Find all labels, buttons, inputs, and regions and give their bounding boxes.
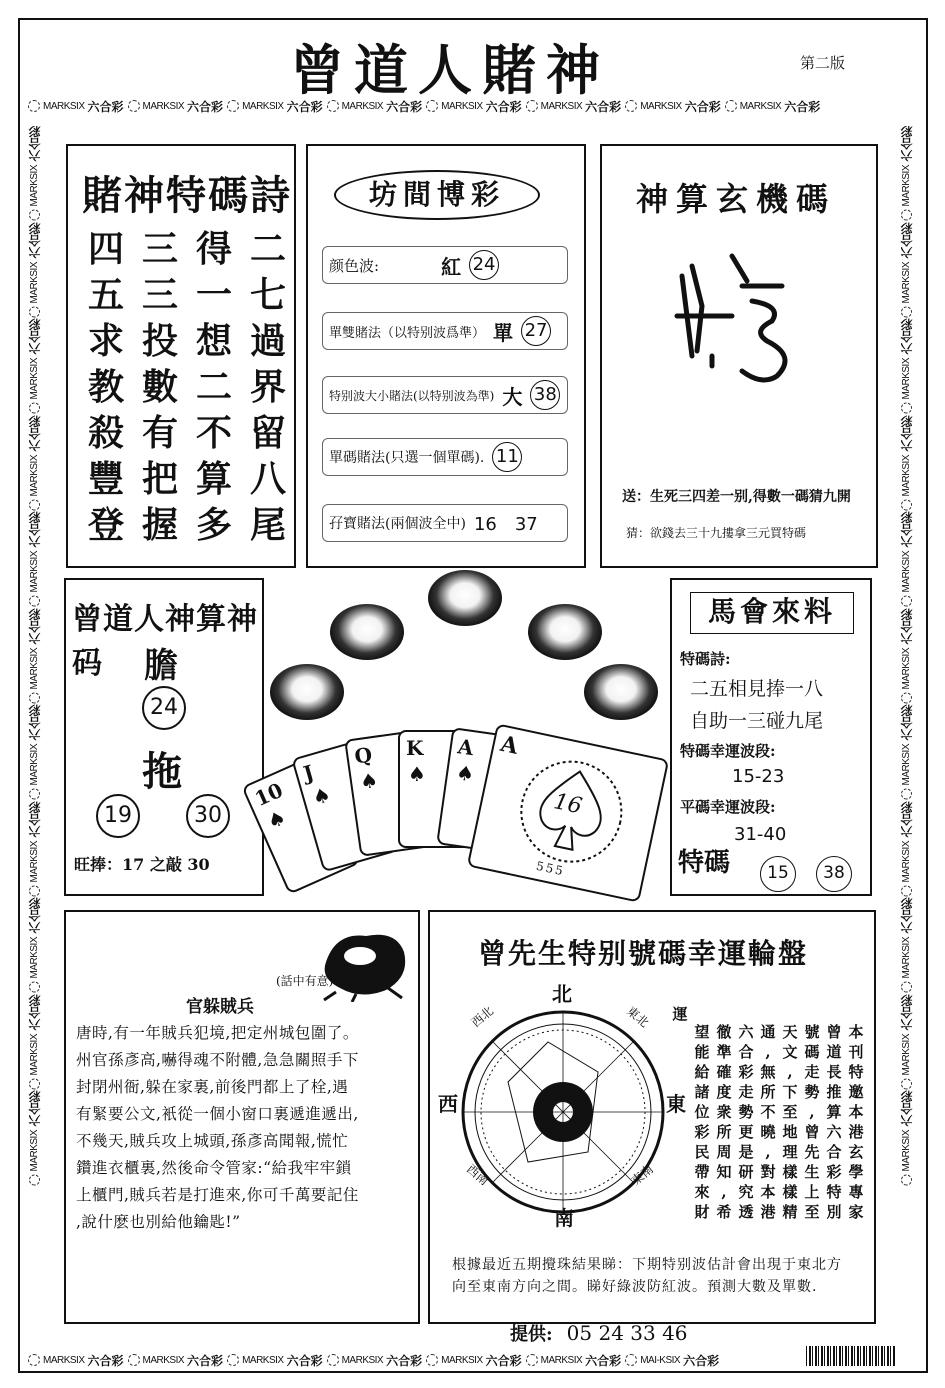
marksix-text: MARKSIX — [900, 937, 912, 979]
marksix-tile — [898, 319, 915, 414]
poem-char: 七 — [249, 274, 286, 316]
spade-icon: ♠ — [358, 767, 380, 795]
intro-column: 運 — [672, 1005, 688, 1023]
poem-char: 八 — [249, 458, 286, 500]
poem-char: 有 — [141, 412, 178, 454]
flower-icon — [327, 1354, 339, 1366]
marksix-text: MARKSIX — [28, 937, 40, 979]
bet-label: 特别波大小賭法(以特别波為準) — [329, 388, 495, 403]
drag-number: 19 — [96, 794, 140, 838]
intro-column: 曾 道 長 推 算 六 合 彩 特 別 — [826, 1023, 842, 1221]
card-rank: Q — [352, 742, 374, 769]
liuhecai-text: 六合彩 — [27, 512, 42, 549]
marksix-text: MARKSIX — [900, 840, 912, 883]
poem-char: 求 — [87, 320, 124, 362]
poem-char: 一 — [195, 274, 232, 316]
marksix-tile — [898, 705, 915, 800]
marksix-tile — [26, 705, 43, 800]
lottery-ball — [270, 664, 344, 720]
flower-icon — [29, 789, 40, 800]
flower-icon — [128, 100, 140, 112]
provided-numbers — [510, 1320, 688, 1346]
drag-number: 30 — [186, 794, 230, 838]
liuhecai-text: 六合彩 — [87, 99, 124, 114]
marksix-tile — [898, 802, 915, 897]
barcode-graphic — [806, 1346, 896, 1366]
liuhecai-text: 六合彩 — [899, 415, 914, 452]
liuhecai-text: 六合彩 — [899, 319, 914, 356]
bet-value: 紅 — [441, 254, 462, 279]
marksix-strip-right — [896, 126, 916, 1306]
poem-char: 投 — [141, 320, 178, 362]
story-line: 州官孫彥高,嚇得魂不附體,急急關照手下 — [76, 1051, 359, 1069]
marksix-text: MARKSIX — [341, 1354, 384, 1366]
card-rank: J — [300, 759, 317, 786]
poem-char: 多 — [195, 504, 232, 546]
marksix-text: MARKSIX — [441, 100, 483, 112]
marksix-text: MARKSIX — [900, 165, 912, 207]
bet-number: 27 — [521, 316, 551, 346]
horse-title: 馬會來料 — [690, 592, 854, 634]
liuhecai-text: 六合彩 — [386, 99, 423, 114]
liuhecai-text: 六合彩 — [899, 705, 914, 742]
card-rank: 10 — [251, 777, 287, 812]
liuhecai-text: 六合彩 — [27, 319, 42, 356]
story-box — [64, 910, 420, 1324]
flower-icon — [327, 100, 339, 112]
story-line: 唐時,有一年賊兵犯境,把定州城包圍了。 — [76, 1024, 359, 1042]
marksix-text: MARKSIX — [28, 647, 40, 690]
marksix-text: MARKSIX — [28, 165, 40, 207]
marksix-tile — [26, 1091, 43, 1186]
poem-char: 四 — [87, 228, 124, 270]
flower-icon — [426, 100, 438, 112]
poem-char: 二 — [195, 366, 232, 408]
flower-icon — [901, 692, 912, 703]
flower-icon — [29, 982, 40, 993]
liuhecai-text: 六合彩 — [784, 99, 821, 114]
lucky-range-value: 15-23 — [732, 766, 785, 787]
poem-char: 界 — [249, 366, 286, 408]
marksix-tile — [625, 98, 721, 115]
liuhecai-text: 六合彩 — [585, 1353, 622, 1368]
marksix-tile — [898, 512, 915, 607]
poem-char: 數 — [141, 366, 178, 408]
marksix-text: MARKSIX — [341, 100, 384, 112]
marksix-tile — [327, 1352, 423, 1369]
flower-icon — [29, 306, 40, 317]
flower-icon — [901, 403, 912, 414]
story-line: 鑽進衣櫃裏,然後命令管家:“給我牢牢鎖 — [76, 1159, 352, 1177]
marksix-tile — [898, 223, 915, 318]
flower-icon — [901, 789, 912, 800]
spade-icon: ♠ — [309, 782, 334, 811]
spade-icon: ♠ — [454, 760, 476, 787]
marksix-text: MARKSIX — [28, 1130, 40, 1172]
liuhecai-text: 六合彩 — [286, 99, 323, 114]
bet-row-big-small — [322, 376, 568, 414]
flower-icon — [901, 306, 912, 317]
liuhecai-text: 六合彩 — [386, 1353, 423, 1368]
zeng-bottom-note: 旺捧：17 之敲 30 — [74, 855, 210, 874]
liuhecai-text: 六合彩 — [27, 126, 42, 162]
horse-box — [670, 578, 872, 896]
bet-value: 大 — [502, 384, 523, 409]
mystic-hint-2: 猜：欲錢去三十九摟拿三元買特碼 — [626, 526, 807, 540]
marksix-tile — [898, 1091, 915, 1186]
bet-label: 孖寶賭法(兩個波全中) — [329, 516, 466, 532]
flat-range-label: 平碼幸運波段: — [680, 798, 776, 816]
poem-char: 把 — [141, 458, 178, 500]
card-rank: A — [456, 734, 476, 761]
poem-char: 不 — [195, 412, 232, 454]
liuhecai-text: 六合彩 — [187, 1353, 224, 1368]
drag-char: 拖 — [142, 748, 182, 795]
liuhecai-text: 六合彩 — [683, 1353, 720, 1368]
bet-label: 單雙賭法（以特别波爲準） — [329, 325, 486, 341]
flower-icon — [725, 100, 737, 112]
flower-icon — [526, 1354, 538, 1366]
bet-value: 單 — [493, 320, 514, 345]
special-number: 38 — [816, 856, 852, 892]
poem-char: 三 — [141, 274, 178, 316]
edition-label: 第二版 — [800, 54, 846, 72]
flower-icon — [901, 596, 912, 607]
marksix-tile — [26, 802, 43, 897]
marksix-text: MARKSIX — [640, 100, 682, 112]
mystic-title: 神算玄機碼 — [636, 180, 837, 218]
flower-icon — [426, 1354, 438, 1366]
direction-northeast: 東北 — [623, 1003, 652, 1030]
marksix-text: MARKSIX — [540, 1354, 583, 1366]
bet-label: 颜色波: — [329, 256, 380, 275]
flower-icon — [29, 692, 40, 703]
marksix-text: MARKSIX — [43, 100, 85, 112]
card-rank: K — [406, 736, 424, 760]
flower-icon — [901, 982, 912, 993]
flower-icon — [625, 100, 637, 112]
direction-northwest: 西北 — [468, 1003, 497, 1030]
bet-row-single — [322, 438, 568, 476]
direction-north: 北 — [552, 982, 572, 1006]
marksix-text: MARKSIX — [28, 744, 40, 786]
poem-grid — [82, 226, 292, 548]
liuhecai-text: 六合彩 — [899, 1091, 914, 1128]
wheel-prediction-note: 根據最近五期攪珠結果睇：下期特别波估計會出現于東北方向至東南方向之間。睇好綠波防紅波。預測大數及單數. — [452, 1257, 842, 1295]
flower-icon — [901, 1078, 912, 1089]
betting-title: 坊間博彩 — [334, 170, 540, 220]
lottery-ball — [584, 664, 658, 720]
poem-title: 賭神特碼詩 — [82, 172, 292, 219]
liuhecai-text: 六合彩 — [585, 99, 622, 114]
poem-char: 殺 — [87, 412, 124, 454]
marksix-text: MARKSIX — [900, 647, 912, 690]
marksix-text: MARKSIX — [28, 1033, 40, 1076]
marksix-text: MARKSIX — [142, 1354, 185, 1366]
poem-char: 登 — [87, 504, 124, 546]
mystic-hint-1: 送：生死三四差一别,得數一碼猜九開 — [622, 489, 851, 505]
marksix-tile — [725, 98, 821, 115]
direction-southwest: 西南 — [463, 1161, 492, 1188]
marksix-tile — [26, 512, 43, 607]
flower-icon — [901, 885, 912, 896]
masthead-title: 曾道人賭神 — [290, 38, 610, 102]
lucky-range-label: 特碼幸運波段: — [680, 742, 776, 760]
direction-south: 南 — [554, 1206, 574, 1230]
liuhecai-text: 六合彩 — [27, 1091, 42, 1128]
poem-char: 三 — [141, 228, 178, 270]
poem-char: 二 — [249, 228, 286, 270]
marksix-strip-bottom — [28, 1350, 798, 1370]
liuhecai-text: 六合彩 — [187, 99, 224, 114]
marksix-tile — [26, 609, 43, 704]
lottery-ball — [528, 604, 602, 660]
bet-number: 11 — [492, 442, 522, 472]
story-body — [76, 1020, 421, 1236]
flower-icon — [29, 403, 40, 414]
marksix-text: MARKSIX — [739, 100, 782, 112]
marksix-text: MARKSIX — [900, 551, 912, 593]
flower-icon — [901, 1175, 912, 1186]
marksix-tile — [26, 319, 43, 414]
marksix-text: MAI-KSIX — [640, 1354, 681, 1366]
card-rank: A — [498, 730, 521, 760]
marksix-text: MARKSIX — [900, 744, 912, 786]
intro-column: 號 碼 走 勢 , 曾 先 生 上 至 — [804, 1023, 820, 1221]
liuhecai-text: 六合彩 — [27, 705, 42, 742]
flower-icon — [29, 885, 40, 896]
liuhecai-text: 六合彩 — [899, 898, 914, 935]
story-line: ,說什麽也別給他鑰匙!” — [76, 1213, 241, 1231]
marksix-text: MARKSIX — [900, 358, 912, 400]
story-line: 上櫃門,賊兵若是打進來,你可千萬要記住 — [76, 1186, 359, 1204]
special-number: 15 — [760, 856, 796, 892]
lottery-ball — [330, 604, 404, 660]
intro-column: 天 文 , 下 至 地 理 樣 樣 精 — [782, 1023, 798, 1221]
poem-char: 留 — [249, 412, 286, 454]
liuhecai-text: 六合彩 — [27, 898, 42, 935]
handwritten-glyph — [672, 246, 802, 396]
liuhecai-text: 六合彩 — [27, 222, 42, 259]
zeng-box — [64, 578, 264, 896]
banker-number: 24 — [142, 686, 186, 730]
marksix-tile — [526, 98, 622, 115]
wheel-title: 曾先生特别號碼幸運輪盤 — [478, 937, 809, 970]
marksix-tile — [898, 995, 915, 1090]
liuhecai-text: 六合彩 — [899, 608, 914, 645]
poem-char: 教 — [87, 366, 124, 408]
marksix-text: MARKSIX — [28, 454, 40, 497]
liuhecai-text: 六合彩 — [485, 99, 522, 114]
direction-southeast: 東南 — [628, 1161, 657, 1188]
marksix-text: MARKSIX — [900, 1130, 912, 1172]
flower-icon — [901, 210, 912, 221]
story-line: 有緊要公文,衹從一個小窗口裏遞進遞出, — [76, 1105, 359, 1123]
bet-row-odd-even — [322, 312, 568, 350]
lottery-ball — [428, 570, 502, 626]
marksix-strip-left — [24, 126, 44, 1306]
marksix-tile — [26, 898, 43, 993]
bet-row-double — [322, 504, 568, 542]
marksix-tile — [26, 223, 43, 318]
liuhecai-text: 六合彩 — [684, 99, 721, 114]
liuhecai-text: 六合彩 — [87, 1353, 124, 1368]
bet-number: 24 — [469, 250, 499, 280]
marksix-text: MARKSIX — [28, 551, 40, 593]
liuhecai-text: 六合彩 — [27, 415, 42, 452]
betting-box — [306, 144, 586, 568]
bet-label: 單碼賭法(只選一個單碼). — [329, 450, 485, 466]
marksix-text: MARKSIX — [242, 1354, 284, 1366]
mystic-box — [600, 144, 878, 568]
poem-char: 得 — [195, 228, 232, 270]
liuhecai-text: 六合彩 — [27, 801, 42, 838]
zeng-title: 曾道人神算神码 — [72, 602, 258, 681]
story-heading: 官躲賊兵 — [186, 997, 254, 1017]
banker-char: 膽 — [144, 646, 178, 686]
liuhecai-text: 六合彩 — [899, 512, 914, 549]
marksix-text: MARKSIX — [28, 261, 40, 304]
marksix-text: MARKSIX — [28, 358, 40, 400]
marksix-text: MARKSIX — [43, 1354, 85, 1366]
marksix-tile — [526, 1352, 622, 1369]
marksix-tile — [227, 98, 323, 115]
story-line: 不幾天,賊兵攻上城頭,孫彥高聞報,慌忙 — [76, 1132, 349, 1150]
direction-west: 西 — [438, 1092, 458, 1116]
marksix-text: MARKSIX — [441, 1354, 483, 1366]
marksix-strip-top — [28, 96, 898, 116]
flower-icon — [625, 1354, 637, 1366]
poem-char: 算 — [195, 458, 232, 500]
flower-icon — [29, 499, 40, 510]
marksix-tile — [898, 416, 915, 511]
flower-icon — [526, 100, 538, 112]
marksix-text: MARKSIX — [900, 1033, 912, 1076]
poem-char: 尾 — [249, 504, 286, 546]
marksix-text: MARKSIX — [28, 840, 40, 883]
bandit-illustration — [316, 922, 412, 1002]
marksix-text: MARKSIX — [900, 261, 912, 304]
flower-icon — [227, 1354, 239, 1366]
intro-column: 本 刊 特 邀 本 港 玄 學 專 家 — [848, 1023, 864, 1221]
spade-icon: ♠ — [408, 762, 426, 786]
flower-icon — [29, 1175, 40, 1186]
card-back-label: 555 — [534, 858, 567, 879]
marksix-tile — [128, 98, 224, 115]
poem-char: 想 — [195, 320, 232, 362]
card-center-number: 16 — [551, 789, 585, 820]
marksix-text: MARKSIX — [540, 100, 583, 112]
poem-char: 過 — [249, 320, 286, 362]
flower-icon — [901, 499, 912, 510]
liuhecai-text: 六合彩 — [286, 1353, 323, 1368]
poem-box — [66, 144, 296, 568]
marksix-tile — [227, 1352, 323, 1369]
bet-row-color — [322, 246, 568, 284]
flower-icon — [29, 596, 40, 607]
liuhecai-text: 六合彩 — [27, 994, 42, 1031]
bet-number: 38 — [530, 380, 560, 410]
poem-char: 五 — [87, 274, 124, 316]
horse-poem-line-2: 自助一三碰九尾 — [690, 710, 824, 732]
marksix-tile — [26, 126, 43, 221]
intro-column: 通 , 無 所 不 曉 , 對 本 港 — [760, 1023, 776, 1221]
marksix-tile — [28, 98, 124, 115]
marksix-text: MARKSIX — [242, 100, 284, 112]
marksix-tile — [426, 98, 522, 115]
marksix-tile — [26, 416, 43, 511]
provided-label: 提供: — [510, 1324, 553, 1345]
marksix-tile — [898, 126, 915, 221]
liuhecai-text: 六合彩 — [899, 222, 914, 259]
marksix-tile — [128, 1352, 224, 1369]
horse-poem-line-1: 二五相見捧一八 — [690, 678, 824, 700]
flower-icon — [28, 1354, 40, 1366]
liuhecai-text: 六合彩 — [899, 994, 914, 1031]
marksix-tile — [625, 1352, 719, 1369]
liuhecai-text: 六合彩 — [27, 608, 42, 645]
poem-char: 豐 — [87, 458, 124, 500]
intro-column: 徹 準 確 度 衆 所 周 知 , 希 — [716, 1023, 732, 1221]
provided-value: 05 24 33 46 — [566, 1321, 688, 1345]
flat-range-value: 31-40 — [734, 824, 787, 845]
liuhecai-text: 六合彩 — [899, 801, 914, 838]
special-label: 特碼 — [678, 848, 731, 878]
flower-icon — [29, 1078, 40, 1089]
marksix-tile — [898, 609, 915, 704]
spade-icon: ♠ — [263, 804, 290, 835]
wheel-box — [428, 910, 876, 1345]
marksix-tile — [898, 898, 915, 993]
marksix-text: MARKSIX — [900, 454, 912, 497]
story-note: (話中有意) — [276, 974, 334, 988]
horse-poem-label: 特碼詩: — [680, 650, 731, 668]
poem-char: 握 — [141, 504, 178, 546]
intro-column: 六 合 彩 走 勢 更 是 研 究 透 — [738, 1023, 754, 1221]
marksix-tile — [426, 1352, 522, 1369]
marksix-tile — [327, 98, 423, 115]
liuhecai-text: 六合彩 — [485, 1353, 522, 1368]
marksix-tile — [26, 995, 43, 1090]
flower-icon — [29, 210, 40, 221]
bet-number: 16 37 — [473, 514, 538, 535]
story-line: 封閉州衙,躲在家裏,前後門都上了栓,遇 — [76, 1078, 349, 1096]
marksix-text: MARKSIX — [142, 100, 185, 112]
flower-icon — [128, 1354, 140, 1366]
direction-east: 東 — [666, 1092, 686, 1116]
flower-icon — [227, 100, 239, 112]
marksix-tile — [28, 1352, 124, 1369]
liuhecai-text: 六合彩 — [899, 126, 914, 162]
intro-column: 望 能 給 諸 位 彩 民 帶 來 財 — [694, 1023, 710, 1221]
flower-icon — [28, 100, 40, 112]
